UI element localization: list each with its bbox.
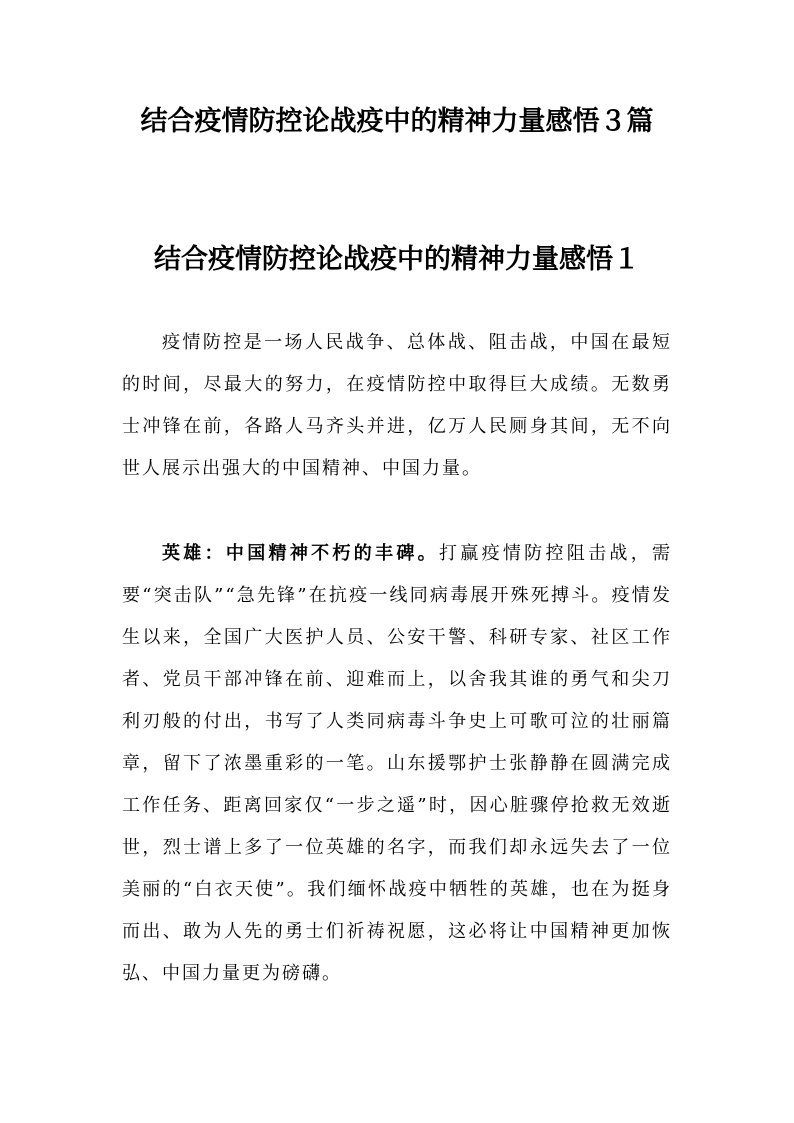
section-heading: 结合疫情防控论战疫中的精神力量感悟１ [154, 244, 640, 275]
paragraph-2 [122, 533, 672, 995]
paragraph-1-text: 疫情防控是一场人民战争、总体战、阻击战，中国在最短的时间，尽最大的努力，在疫情防控中取得巨大成绩。无数勇士冲锋在前，各路人马齐头并进，亿万人民厕身其间，无不向世人展示出强大的中国精神、中国力量。 [122, 332, 672, 479]
paragraph-1 [122, 322, 672, 490]
paragraph-2-text: 打赢疫情防控阻击战，需要“突击队”“急先锋”在抗疫一线同病毒展开殊死搏斗。疫情发生以来，全国广大医护人员、公安干警、科研专家、社区工作者、党员干部冲锋在前、迎难而上，以舍我其谁的勇气和尖刀利刃般的付出，书写了人类同病毒斗争史上可歌可泣的壮丽篇章，留下了浓墨重彩的一笔。山东援鄂护士张静静在圆满完成工作任务、距离回家仅“一步之遥”时，因心脏骤停抢救无效逝世，烈士谱上多了一位英雄的名字，而我们却永远失去了一位美丽的“白衣天使”。我们缅怀战疫中牺牲的英雄，也在为挺身而出、敢为人先的勇士们祈祷祝愿，这必将让中国精神更加恢弘、中国力量更为磅礴。 [122, 543, 673, 984]
paragraph-2-lead: 英雄：中国精神不朽的丰碑。 [162, 543, 439, 564]
document-title: 结合疫情防控论战疫中的精神力量感悟３篇 [140, 106, 654, 137]
